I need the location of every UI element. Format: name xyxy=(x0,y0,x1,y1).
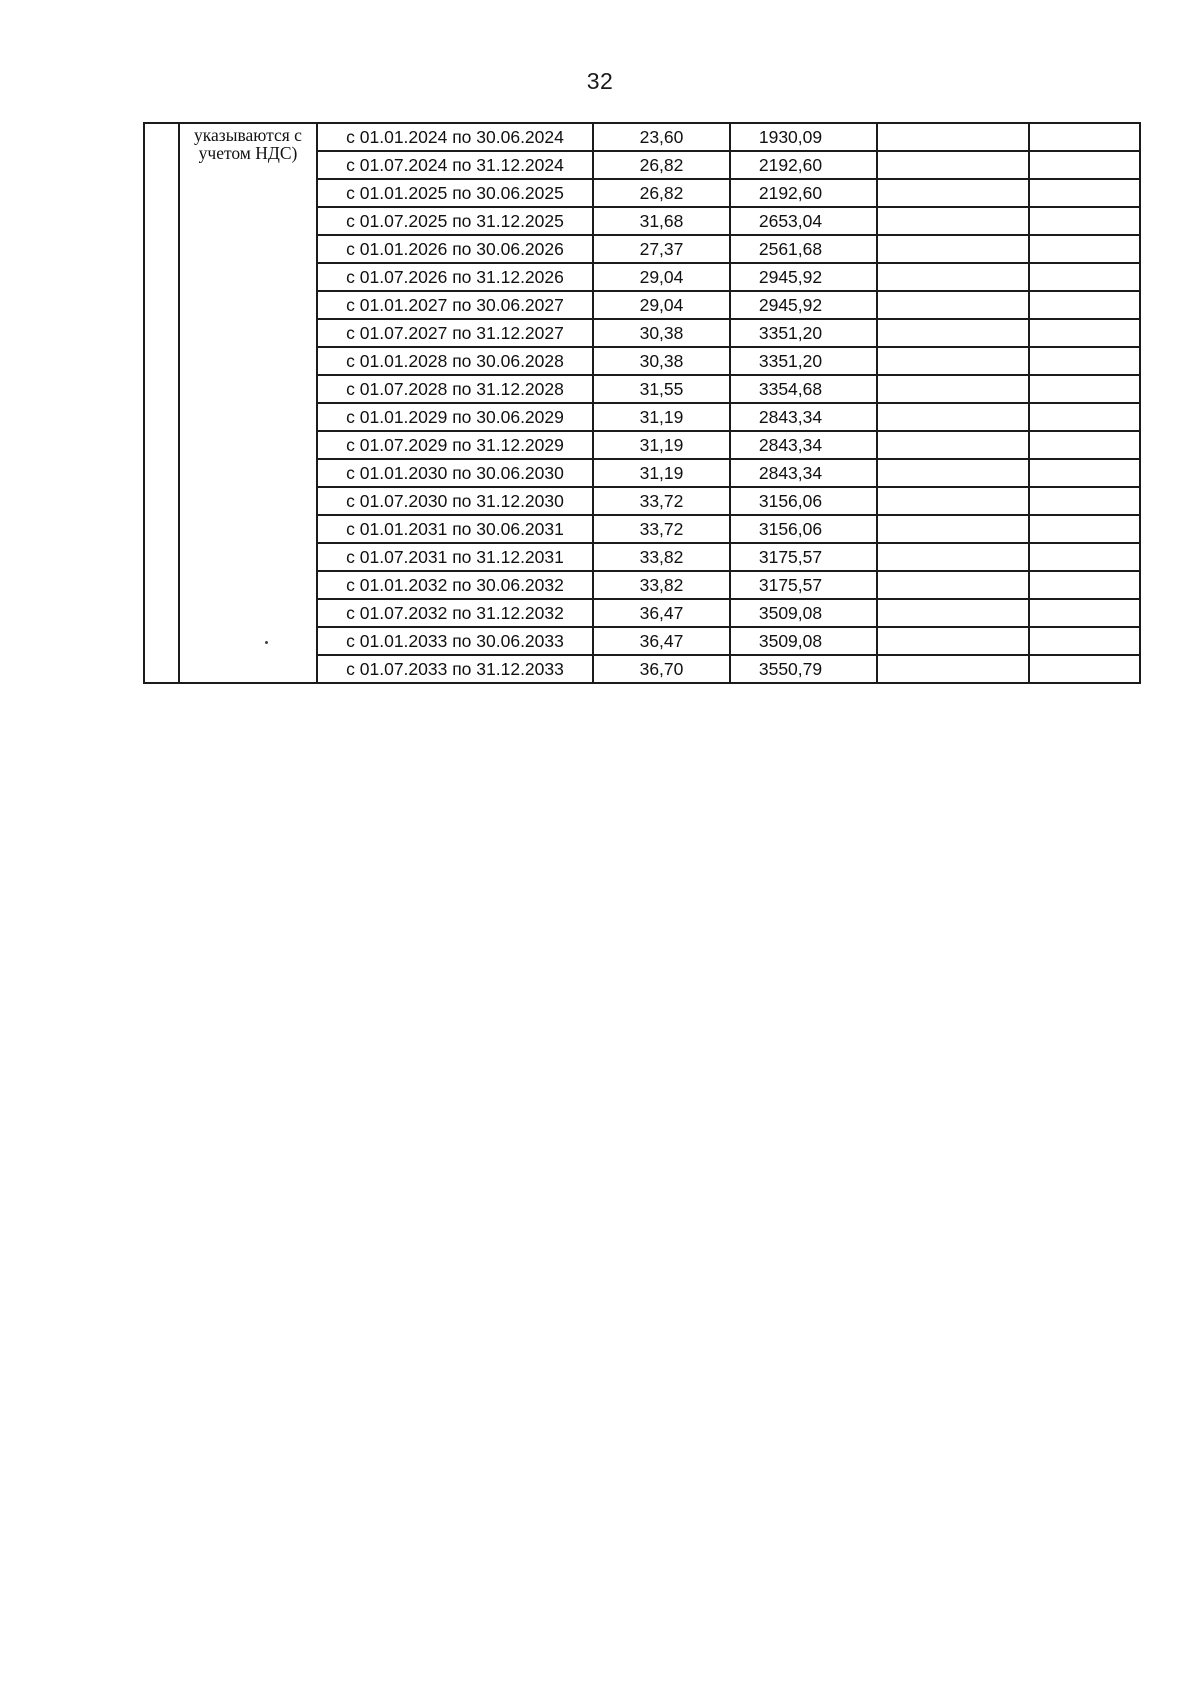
period-cell: с 01.01.2033 по 30.06.2033 xyxy=(317,627,593,655)
empty-cell xyxy=(1029,263,1140,291)
empty-cell xyxy=(1029,403,1140,431)
amount-cell: 3156,06 xyxy=(730,487,877,515)
empty-cell xyxy=(1029,543,1140,571)
amount-cell: 3175,57 xyxy=(730,571,877,599)
empty-cell xyxy=(877,627,1029,655)
rate-cell: 23,60 xyxy=(593,123,730,151)
empty-cell xyxy=(877,543,1029,571)
amount-cell: 3354,68 xyxy=(730,375,877,403)
empty-cell xyxy=(877,319,1029,347)
amount-cell: 3351,20 xyxy=(730,319,877,347)
empty-cell xyxy=(1029,459,1140,487)
empty-cell xyxy=(877,431,1029,459)
amount-cell: 2653,04 xyxy=(730,207,877,235)
blank-index-cell xyxy=(144,123,179,683)
page-number: 32 xyxy=(586,68,614,94)
empty-cell xyxy=(1029,375,1140,403)
period-cell: с 01.01.2028 по 30.06.2028 xyxy=(317,347,593,375)
period-cell: с 01.01.2025 по 30.06.2025 xyxy=(317,179,593,207)
rate-cell: 27,37 xyxy=(593,235,730,263)
amount-cell: 2843,34 xyxy=(730,403,877,431)
vat-note-cell: указываются с учетом НДС) xyxy=(179,123,317,683)
period-cell: с 01.01.2030 по 30.06.2030 xyxy=(317,459,593,487)
amount-cell: 3351,20 xyxy=(730,347,877,375)
rate-cell: 33,82 xyxy=(593,543,730,571)
amount-cell: 3509,08 xyxy=(730,599,877,627)
empty-cell xyxy=(877,403,1029,431)
period-cell: с 01.07.2024 по 31.12.2024 xyxy=(317,151,593,179)
rate-cell: 31,68 xyxy=(593,207,730,235)
empty-cell xyxy=(1029,151,1140,179)
empty-cell xyxy=(1029,347,1140,375)
empty-cell xyxy=(877,291,1029,319)
amount-cell: 2561,68 xyxy=(730,235,877,263)
tariff-table xyxy=(143,122,1141,684)
empty-cell xyxy=(877,207,1029,235)
amount-cell: 3550,79 xyxy=(730,655,877,683)
empty-cell xyxy=(1029,627,1140,655)
rate-cell: 29,04 xyxy=(593,291,730,319)
period-cell: с 01.07.2029 по 31.12.2029 xyxy=(317,431,593,459)
period-cell: с 01.07.2026 по 31.12.2026 xyxy=(317,263,593,291)
rate-cell: 29,04 xyxy=(593,263,730,291)
rate-cell: 33,72 xyxy=(593,487,730,515)
tariff-table-body xyxy=(144,123,1140,683)
empty-cell xyxy=(877,515,1029,543)
empty-cell xyxy=(877,375,1029,403)
period-cell: с 01.01.2026 по 30.06.2026 xyxy=(317,235,593,263)
amount-cell: 2192,60 xyxy=(730,179,877,207)
empty-cell xyxy=(877,179,1029,207)
empty-cell xyxy=(877,571,1029,599)
period-cell: с 01.01.2029 по 30.06.2029 xyxy=(317,403,593,431)
amount-cell: 2192,60 xyxy=(730,151,877,179)
amount-cell: 2945,92 xyxy=(730,291,877,319)
rate-cell: 26,82 xyxy=(593,151,730,179)
amount-cell: 2843,34 xyxy=(730,431,877,459)
period-cell: с 01.07.2025 по 31.12.2025 xyxy=(317,207,593,235)
empty-cell xyxy=(877,263,1029,291)
amount-cell: 3175,57 xyxy=(730,543,877,571)
amount-cell: 3509,08 xyxy=(730,627,877,655)
rate-cell: 36,47 xyxy=(593,627,730,655)
empty-cell xyxy=(1029,319,1140,347)
empty-cell xyxy=(877,235,1029,263)
empty-cell xyxy=(1029,207,1140,235)
amount-cell: 3156,06 xyxy=(730,515,877,543)
rate-cell: 31,19 xyxy=(593,431,730,459)
empty-cell xyxy=(1029,515,1140,543)
rate-cell: 31,19 xyxy=(593,459,730,487)
rate-cell: 33,72 xyxy=(593,515,730,543)
empty-cell xyxy=(877,655,1029,683)
empty-cell xyxy=(1029,571,1140,599)
table-row xyxy=(144,123,1140,151)
amount-cell: 2945,92 xyxy=(730,263,877,291)
empty-cell xyxy=(1029,179,1140,207)
empty-cell xyxy=(877,151,1029,179)
scan-speck xyxy=(265,641,268,644)
rate-cell: 31,19 xyxy=(593,403,730,431)
period-cell: с 01.07.2032 по 31.12.2032 xyxy=(317,599,593,627)
empty-cell xyxy=(877,599,1029,627)
rate-cell: 30,38 xyxy=(593,347,730,375)
empty-cell xyxy=(1029,655,1140,683)
period-cell: с 01.07.2031 по 31.12.2031 xyxy=(317,543,593,571)
rate-cell: 31,55 xyxy=(593,375,730,403)
rate-cell: 36,70 xyxy=(593,655,730,683)
period-cell: с 01.01.2027 по 30.06.2027 xyxy=(317,291,593,319)
rate-cell: 30,38 xyxy=(593,319,730,347)
period-cell: с 01.01.2032 по 30.06.2032 xyxy=(317,571,593,599)
rate-cell: 36,47 xyxy=(593,599,730,627)
period-cell: с 01.07.2030 по 31.12.2030 xyxy=(317,487,593,515)
empty-cell xyxy=(877,459,1029,487)
amount-cell: 1930,09 xyxy=(730,123,877,151)
rate-cell: 26,82 xyxy=(593,179,730,207)
rate-cell: 33,82 xyxy=(593,571,730,599)
empty-cell xyxy=(877,347,1029,375)
period-cell: с 01.01.2031 по 30.06.2031 xyxy=(317,515,593,543)
empty-cell xyxy=(1029,123,1140,151)
period-cell: с 01.07.2028 по 31.12.2028 xyxy=(317,375,593,403)
empty-cell xyxy=(1029,235,1140,263)
period-cell: с 01.07.2027 по 31.12.2027 xyxy=(317,319,593,347)
period-cell: с 01.01.2024 по 30.06.2024 xyxy=(317,123,593,151)
empty-cell xyxy=(877,123,1029,151)
empty-cell xyxy=(1029,431,1140,459)
empty-cell xyxy=(877,487,1029,515)
amount-cell: 2843,34 xyxy=(730,459,877,487)
empty-cell xyxy=(1029,599,1140,627)
empty-cell xyxy=(1029,291,1140,319)
period-cell: с 01.07.2033 по 31.12.2033 xyxy=(317,655,593,683)
empty-cell xyxy=(1029,487,1140,515)
